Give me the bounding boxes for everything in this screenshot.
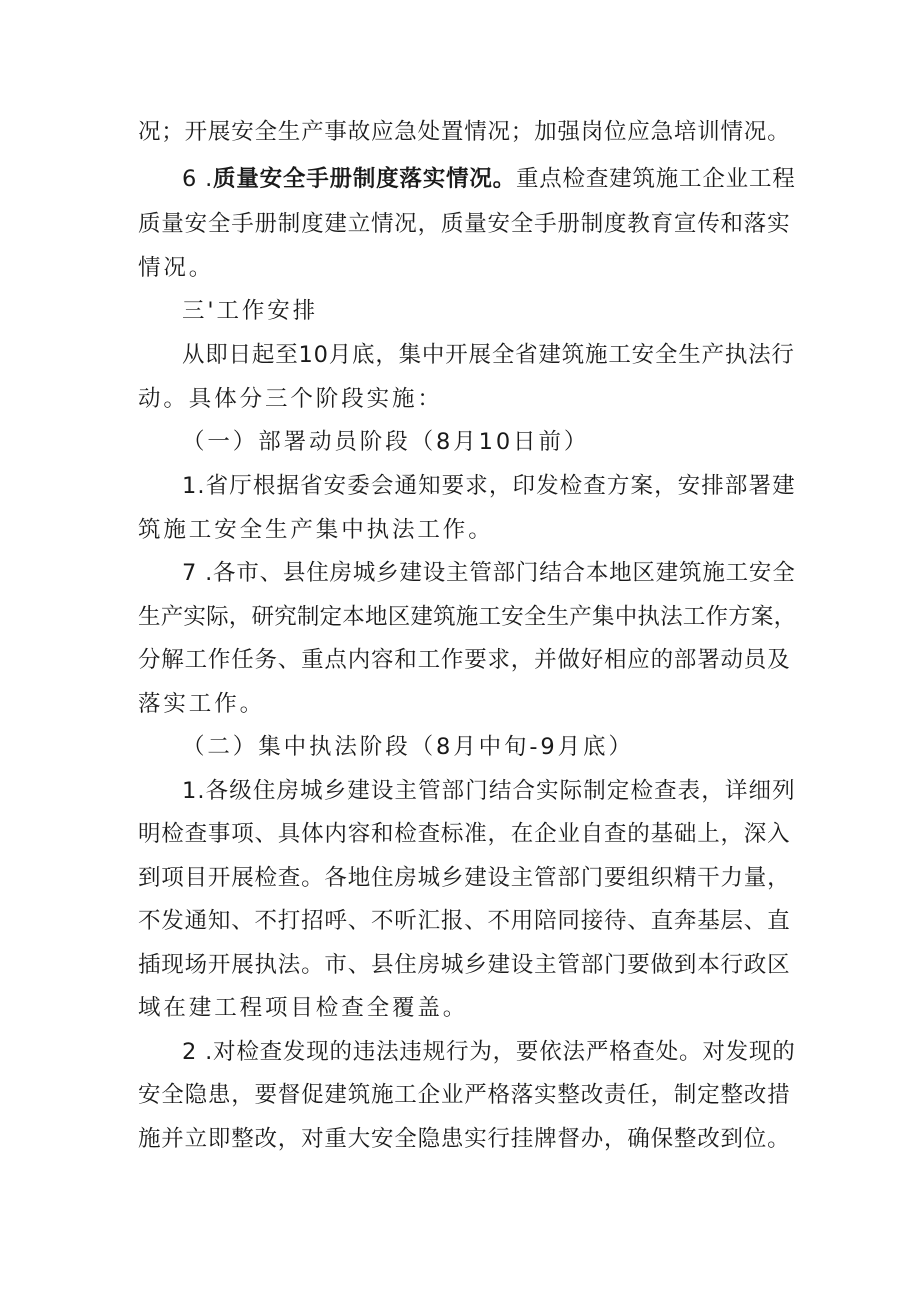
item-text: 重点检查建筑施工企业工程 [515,166,796,192]
text-line: 从即日起至10月底，集中开展全省建筑施工安全生产执法行 [182,342,795,368]
text-line-item-6 [182,164,798,194]
text-line: 分解工作任务、重点内容和工作要求，并做好相应的部署动员及 [138,647,791,673]
text-line: 筑施工安全生产集中执法工作。 [138,517,494,543]
item-number: 6 . [182,166,214,192]
text-line: 安全隐患，要督促建筑施工企业严格落实整改责任，制定整改措 [138,1082,791,1108]
text-line: 动。具体分三个阶段实施： [138,386,443,412]
text-line: 插现场开展执法。市、县住房城乡建设主管部门要做到本行政区 [138,952,791,978]
text-line: 1.省厅根据省安委会通知要求，印发检查方案，安排部署建 [182,473,796,499]
text-line: 不发通知、不打招呼、不听汇报、不用陪同接待、直奔基层、直 [138,908,791,934]
text-line: 1.各级住房城乡建设主管部门结合实际制定检查表，详细列 [182,778,796,804]
text-line: 域在建工程项目检查全覆盖。 [138,995,469,1021]
text-line: 7 .各市、县住房城乡建设主管部门结合本地区建筑施工安全 [182,560,796,586]
text-line: 质量安全手册制度建立情况，质量安全手册制度教育宣传和落实 [138,211,791,237]
text-line: 2 .对检查发现的违法违规行为，要依法严格查处。对发现的 [182,1039,796,1065]
text-line: 落实工作。 [138,691,266,717]
text-line: 生产实际，研究制定本地区建筑施工安全生产集中执法工作方案， [138,604,797,630]
section-heading: 三'工作安排 [182,298,319,324]
item-heading: 质量安全手册制度落实情况。 [213,166,516,192]
text-line: 明检查事项、具体内容和检查标准，在企业自查的基础上，深入 [138,821,791,847]
text-line: 施并立即整改，对重大安全隐患实行挂牌督办，确保整改到位。 [138,1126,791,1152]
text-line: 情况。 [138,255,215,281]
subsection-heading: （一）部署动员阶段（8月10日前） [182,429,590,455]
subsection-heading: （二）集中执法阶段（8月中旬-9月底） [182,734,634,760]
text-line: 到项目开展检查。各地住房城乡建设主管部门要组织精干力量， [138,865,791,891]
text-line: 况；开展安全生产事故应急处置情况；加强岗位应急培训情况。 [138,119,791,145]
